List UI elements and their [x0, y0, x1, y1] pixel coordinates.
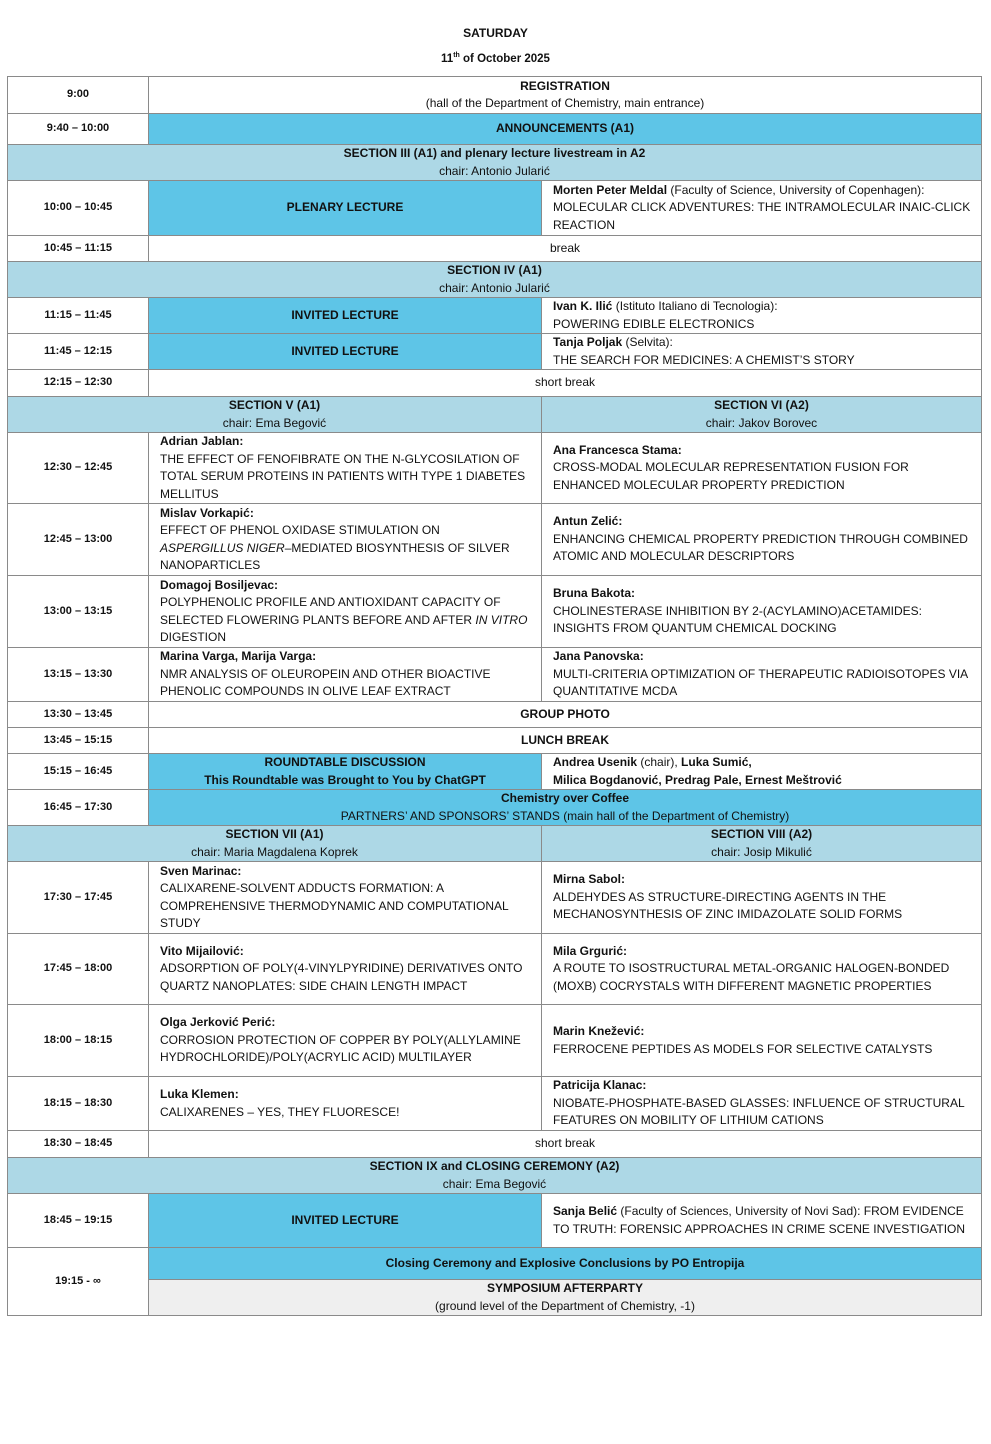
- lecture-title: THE SEARCH FOR MEDICINES: A CHEMIST’S STORY: [553, 352, 855, 367]
- talk-title: ENHANCING CHEMICAL PROPERTY PREDICTION THROUGH COMBINED ATOMIC AND MOLECULAR DESCRIPTORS: [553, 531, 968, 564]
- talk-right: [542, 934, 982, 1005]
- section-title: SECTION VII (A1): [225, 827, 324, 841]
- section-5-header: [8, 397, 542, 433]
- lecture-text: (Faculty of Science, University of Copenhagen): MOLECULAR CLICK ADVENTURES: THE INTRAMOLECULAR INAIC-CLICK REACTION: [553, 182, 971, 232]
- roundtable-cell: [149, 754, 542, 790]
- section-9-header: [8, 1158, 982, 1194]
- section-chair: chair: Antonio Jularić: [439, 163, 550, 178]
- speaker-name: Patricija Klanac:: [553, 1078, 647, 1093]
- speaker-name: Ana Francesca Stama:: [553, 442, 682, 457]
- lecture-details: [542, 298, 982, 334]
- announcements-row: [8, 114, 982, 145]
- time-cell: 13:45 – 15:15: [8, 728, 149, 754]
- speaker-name: Sanja Belić: [553, 1204, 618, 1218]
- lecture-type-cell: INVITED LECTURE: [149, 334, 542, 370]
- talk-row: [8, 1077, 982, 1131]
- section-header-row: [8, 826, 982, 862]
- date-day: 11: [441, 52, 454, 65]
- break-row: [8, 1131, 982, 1158]
- section-chair: chair: Ema Begović: [222, 415, 327, 430]
- speaker-affiliation: (Istituto Italiano di Tecnologia):: [612, 299, 778, 313]
- roundtable-participants: [542, 754, 982, 790]
- section-header-row: [8, 145, 982, 181]
- talk-title: CORROSION PROTECTION OF COPPER BY POLY(ALLYLAMINE HYDROCHLORIDE)/POLY(ACRYLIC ACID) MULTILAYER: [160, 1032, 521, 1065]
- section-chair: chair: Maria Magdalena Koprek: [191, 844, 358, 859]
- time-cell: 13:30 – 13:45: [8, 702, 149, 728]
- afterparty-cell: [149, 1280, 982, 1316]
- date-month-year: of October 2025: [459, 52, 550, 65]
- speaker-affiliation: (Selvita):: [622, 335, 673, 349]
- talk-title: FERROCENE PEPTIDES AS MODELS FOR SELECTIVE CATALYSTS: [553, 1041, 933, 1056]
- lecture-type-cell: PLENARY LECTURE: [149, 181, 542, 236]
- speaker-name: Marin Knežević:: [553, 1024, 645, 1038]
- section-4-header: [8, 262, 982, 298]
- talk-left: [149, 576, 542, 648]
- talk-title-italic: IN VITRO: [475, 612, 528, 627]
- speaker-name: Tanja Poljak: [553, 335, 623, 349]
- section-title: SECTION VIII (A2): [710, 827, 813, 841]
- section-chair: chair: Jakov Borovec: [705, 415, 818, 430]
- date-suffix: th: [453, 52, 460, 59]
- talk-left: [149, 1077, 542, 1131]
- time-cell: 11:45 – 12:15: [8, 334, 149, 370]
- time-cell: 15:15 – 16:45: [8, 754, 149, 790]
- talk-row: [8, 1005, 982, 1077]
- time-cell: 13:00 – 13:15: [8, 576, 149, 648]
- time-cell: 9:00: [8, 77, 149, 114]
- talk-row: [8, 576, 982, 648]
- lecture-details: [542, 1194, 982, 1248]
- lunch-row: [8, 728, 982, 754]
- section-chair: chair: Ema Begović: [442, 1176, 547, 1191]
- break-row: [8, 236, 982, 262]
- section-8-header: [542, 826, 982, 862]
- afterparty-note: (ground level of the Department of Chemistry, -1): [435, 1298, 695, 1313]
- announcements-cell: ANNOUNCEMENTS (A1): [149, 114, 982, 145]
- talk-right: [542, 1005, 982, 1077]
- participant-chair: Andrea Usenik: [553, 755, 638, 769]
- talk-right: [542, 504, 982, 576]
- coffee-subtitle: PARTNERS’ AND SPONSORS’ STANDS (main hall of the Department of Chemistry): [340, 808, 790, 823]
- roundtable-row: [8, 754, 982, 790]
- registration-cell: [149, 77, 982, 114]
- lecture-title: POWERING EDIBLE ELECTRONICS: [553, 316, 755, 331]
- registration-title: REGISTRATION: [520, 78, 610, 93]
- speaker-name: Morten Peter Meldal: [553, 182, 668, 197]
- talk-title: ADSORPTION OF POLY(4-VINYLPYRIDINE) DERIVATIVES ONTO QUARTZ NANOPLATES: SIDE CHAIN LENGTH IMPACT: [160, 961, 523, 993]
- plenary-row: [8, 181, 982, 236]
- time-cell: 18:15 – 18:30: [8, 1077, 149, 1131]
- break-cell: break: [149, 236, 982, 262]
- invited-lecture-row: [8, 298, 982, 334]
- speaker-name: Mila Grgurić:: [553, 943, 628, 958]
- talk-right: [542, 862, 982, 934]
- break-cell: short break: [149, 370, 982, 397]
- talk-left: [149, 934, 542, 1005]
- talk-title: DIGESTION: [160, 630, 227, 644]
- time-cell: 10:00 – 10:45: [8, 181, 149, 236]
- participant-note: (chair),: [637, 755, 682, 769]
- time-cell: 18:45 – 19:15: [8, 1194, 149, 1248]
- speaker-name: Vito Mijailović:: [160, 943, 244, 958]
- time-cell: 12:15 – 12:30: [8, 370, 149, 397]
- talk-title: CALIXARENE-SOLVENT ADDUCTS FORMATION: A COMPREHENSIVE THERMODYNAMIC AND COMPUTATIONAL STUDY: [160, 881, 509, 930]
- talk-left: [149, 433, 542, 504]
- coffee-cell: [149, 790, 982, 826]
- section-header-row: [8, 1158, 982, 1194]
- coffee-row: [8, 790, 982, 826]
- talk-left: [149, 1005, 542, 1077]
- date-title: [0, 52, 991, 65]
- talk-right: [542, 576, 982, 648]
- talk-row: [8, 504, 982, 576]
- talk-title: THE EFFECT OF FENOFIBRATE ON THE N-GLYCOSILATION OF TOTAL SERUM PROTEINS IN PATIENTS WITH TYPE 1 DIABETES MELLITUS: [160, 451, 526, 501]
- lecture-type-cell: INVITED LECTURE: [149, 1194, 542, 1248]
- closing-ceremony-cell: Closing Ceremony and Explosive Conclusions by PO Entropija: [149, 1248, 982, 1280]
- talk-row: [8, 862, 982, 934]
- talk-title: A ROUTE TO ISOSTRUCTURAL METAL-ORGANIC HALOGEN-BONDED (MOXB) COCRYSTALS WITH DIFFERENT MAGNETIC PROPERTIES: [553, 961, 950, 993]
- time-cell: 9:40 – 10:00: [8, 114, 149, 145]
- group-photo-row: [8, 702, 982, 728]
- coffee-title: Chemistry over Coffee: [500, 791, 630, 805]
- talk-title: POLYPHENOLIC PROFILE AND ANTIOXIDANT CAPACITY OF SELECTED FLOWERING PLANTS BEFORE AND AFTER: [160, 595, 501, 627]
- talk-title: CROSS-MODAL MOLECULAR REPRESENTATION FUSION FOR ENHANCED MOLECULAR PROPERTY PREDICTION: [553, 460, 909, 492]
- talk-title: CHOLINESTERASE INHIBITION BY 2-(ACYLAMINO)ACETAMIDES: INSIGHTS FROM QUANTUM CHEMICAL DOCKING: [553, 603, 922, 636]
- registration-row: [8, 77, 982, 114]
- break-row: [8, 370, 982, 397]
- day-title: SATURDAY: [463, 26, 528, 40]
- section-header-row: [8, 262, 982, 298]
- time-cell: 17:30 – 17:45: [8, 862, 149, 934]
- invited-lecture-row: [8, 1194, 982, 1248]
- speaker-name: Antun Zelić:: [553, 514, 623, 529]
- talk-left: [149, 648, 542, 702]
- talk-title: EFFECT OF PHENOL OXIDASE STIMULATION ON: [160, 523, 440, 537]
- registration-note: (hall of the Department of Chemistry, main entrance): [425, 96, 705, 110]
- lunch-cell: LUNCH BREAK: [149, 728, 982, 754]
- section-title: SECTION VI (A2): [714, 398, 809, 412]
- speaker-name: Olga Jerković Perić:: [160, 1015, 276, 1030]
- speaker-name: Domagoj Bosiljevac:: [160, 577, 279, 592]
- talk-title-italic: ASPERGILLUS NIGER: [160, 540, 285, 555]
- talk-title: NMR ANALYSIS OF OLEUROPEIN AND OTHER BIOACTIVE PHENOLIC COMPOUNDS IN OLIVE LEAF EXTRACT: [160, 666, 491, 699]
- invited-lecture-row: [8, 334, 982, 370]
- section-6-header: [542, 397, 982, 433]
- time-cell: 12:30 – 12:45: [8, 433, 149, 504]
- section-3-header: [8, 145, 982, 181]
- time-cell: 11:15 – 11:45: [8, 298, 149, 334]
- talk-right: [542, 648, 982, 702]
- group-photo-cell: GROUP PHOTO: [149, 702, 982, 728]
- speaker-name: Mislav Vorkapić:: [160, 505, 254, 520]
- section-title: SECTION IV (A1): [447, 263, 542, 277]
- afterparty-title: SYMPOSIUM AFTERPARTY: [486, 1281, 643, 1295]
- afterparty-row: [8, 1280, 982, 1316]
- talk-left: [149, 862, 542, 934]
- section-title: SECTION V (A1): [228, 398, 321, 412]
- participant-names: Milica Bogdanović, Predrag Pale, Ernest Meštrović: [553, 772, 842, 787]
- speaker-name: Luka Klemen:: [160, 1087, 239, 1101]
- talk-left: [149, 504, 542, 576]
- speaker-name: Mirna Sabol:: [553, 872, 626, 887]
- section-7-header: [8, 826, 542, 862]
- roundtable-subtitle: This Roundtable was Brought to You by ChatGPT: [204, 772, 486, 787]
- section-title: SECTION IX and CLOSING CEREMONY (A2): [369, 1159, 620, 1173]
- break-cell: short break: [149, 1131, 982, 1158]
- roundtable-title: ROUNDTABLE DISCUSSION: [264, 755, 426, 769]
- time-cell: 12:45 – 13:00: [8, 504, 149, 576]
- talk-row: [8, 648, 982, 702]
- section-chair: chair: Antonio Jularić: [439, 280, 550, 295]
- speaker-name: Sven Marinac:: [160, 863, 242, 878]
- talk-title: –MEDIATED BIOSYNTHESIS OF SILVER NANOPARTICLES: [160, 540, 510, 572]
- section-title: SECTION III (A1) and plenary lecture livestream in A2: [343, 146, 646, 160]
- talk-right: [542, 433, 982, 504]
- participant-name: Luka Sumić,: [681, 755, 752, 769]
- talk-title: MULTI-CRITERIA OPTIMIZATION OF THERAPEUTIC RADIOISOTOPES VIA QUANTITATIVE MCDA: [553, 666, 968, 699]
- speaker-name: Jana Panovska:: [553, 649, 644, 664]
- talk-row: [8, 934, 982, 1005]
- lecture-text: (Faculty of Sciences, University of Novi Sad): FROM EVIDENCE TO TRUTH: FORENSIC APPROACHES IN CRIME SCENE INVESTIGATION: [553, 1204, 966, 1236]
- talk-title: NIOBATE-PHOSPHATE-BASED GLASSES: INFLUENCE OF STRUCTURAL FEATURES ON MOBILITY OF LITHIUM CATIONS: [553, 1095, 965, 1128]
- lecture-details: [542, 334, 982, 370]
- talk-title: CALIXARENES – YES, THEY FLUORESCE!: [160, 1104, 400, 1119]
- time-cell: 13:15 – 13:30: [8, 648, 149, 702]
- schedule-table: [7, 76, 982, 1316]
- lecture-type-cell: INVITED LECTURE: [149, 298, 542, 334]
- talk-row: [8, 433, 982, 504]
- section-header-row: [8, 397, 982, 433]
- time-cell: 19:15 - ∞: [8, 1248, 149, 1316]
- time-cell: 18:00 – 18:15: [8, 1005, 149, 1077]
- time-cell: 17:45 – 18:00: [8, 934, 149, 1005]
- speaker-name: Marina Varga, Marija Varga:: [160, 649, 317, 664]
- speaker-name: Bruna Bakota:: [553, 586, 636, 601]
- time-cell: 10:45 – 11:15: [8, 236, 149, 262]
- talk-right: [542, 1077, 982, 1131]
- speaker-name: Adrian Jablan:: [160, 434, 244, 448]
- section-chair: chair: Josip Mikulić: [711, 844, 812, 859]
- closing-row: [8, 1248, 982, 1280]
- time-cell: 18:30 – 18:45: [8, 1131, 149, 1158]
- lecture-details: [542, 181, 982, 236]
- talk-title: ALDEHYDES AS STRUCTURE-DIRECTING AGENTS IN THE MECHANOSYNTHESIS OF ZINC IMIDAZOLATE SOLID FORMS: [553, 889, 903, 922]
- speaker-name: Ivan K. Ilić: [553, 299, 613, 313]
- time-cell: 16:45 – 17:30: [8, 790, 149, 826]
